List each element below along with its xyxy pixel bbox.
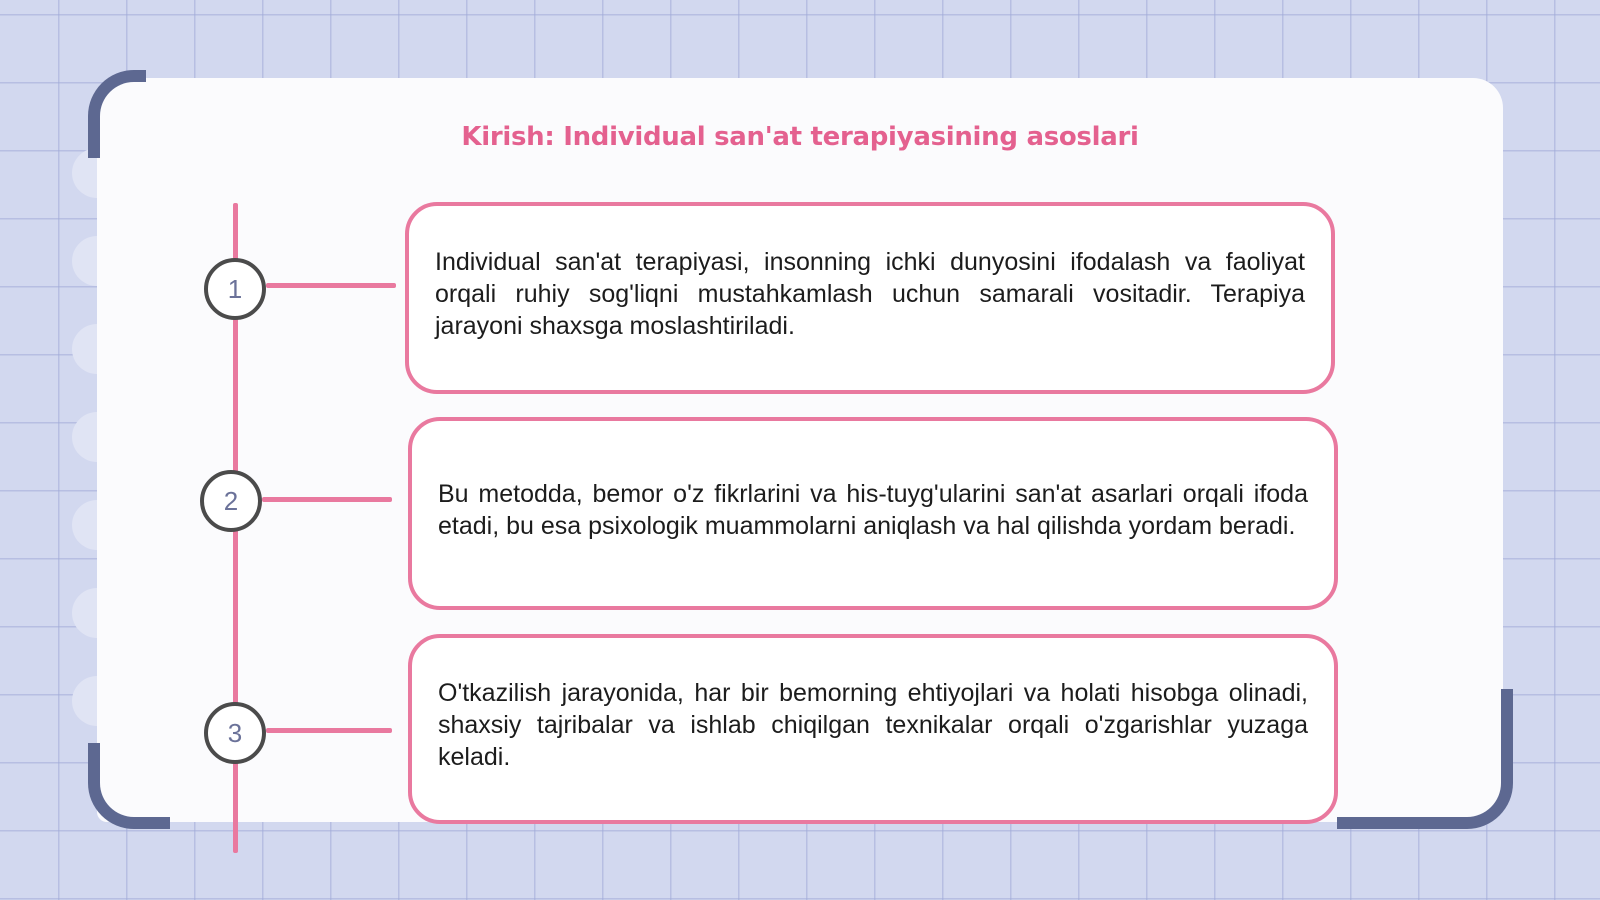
- timeline-connector-3: [266, 728, 392, 733]
- step-text-1: Individual san'at terapiyasi, insonning ichki dunyosini ifodalash va faoliyat orqali ruhiy sog'liqni mustahkamlash uchun samarali vositadir. Terapiya jarayoni shaxsga moslashtiriladi.: [435, 248, 1305, 340]
- step-number-2: 2: [223, 485, 239, 516]
- timeline-connector-2: [262, 497, 392, 502]
- slide-title: Kirish: Individual san'at terapiyasining asoslari: [461, 122, 1139, 152]
- step-number-1: 1: [227, 273, 243, 304]
- timeline-connector-1: [266, 283, 396, 288]
- step-text-2: Bu metodda, bemor o'z fikrlarini va his-tuyg'ularini san'at asarlari orqali ifoda etadi, bu esa psixologik muammolarni aniqlash va hal qilishda yordam beradi.: [438, 479, 1308, 540]
- step-number-circle-2: [200, 470, 262, 532]
- frame-corner-top-left: [88, 70, 146, 158]
- step-number-circle-1: [204, 258, 266, 320]
- step-text-box-2: [408, 417, 1338, 610]
- step-number-circle-3: [204, 702, 266, 764]
- step-text-box-3: [408, 634, 1338, 824]
- step-text-3: O'tkazilish jarayonida, har bir bemorning ehtiyojlari va holati hisobga olinadi, shaxsiy tajribalar va ishlab chiqilgan texnikalar orqali o'zgarishlar yuzaga keladi.: [438, 679, 1308, 771]
- step-text-box-1: [405, 202, 1335, 394]
- frame-corner-bottom-right: [1337, 689, 1513, 829]
- step-number-3: 3: [227, 717, 243, 748]
